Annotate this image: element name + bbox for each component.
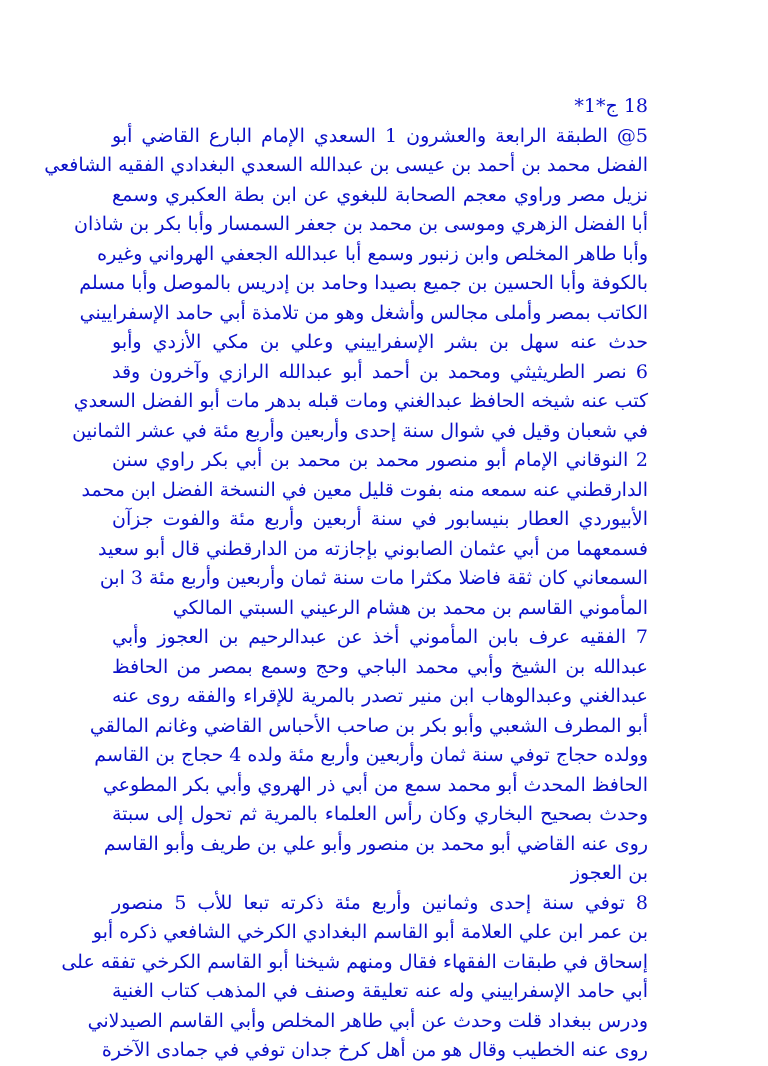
text-line: روى عنه القاضي أبو محمد بن منصور وأبو علي بن طريف وأبو القاسم xyxy=(103,832,648,855)
text-line: الكاتب بمصر وأملى مجالس وأشغل وهو من تلامذة أبي حامد الإسفراييني xyxy=(79,301,648,324)
text-line: وحدث بصحيح البخاري وكان رأس العلماء بالمرية ثم تحول إلى سبتة xyxy=(112,803,648,825)
text-line: نزيل مصر وراوي معجم الصحابة للبغوي عن ابن بطة العكبري وسمع xyxy=(112,183,648,206)
text-line: 5@ الطبقة الرابعة والعشرون 1 السعدي الإمام البارع القاضي أبو xyxy=(112,124,648,147)
text-line: المأموني القاسم بن محمد بن هشام الرعيني السبتي المالكي xyxy=(172,596,648,619)
text-line: بن عمر ابن علي العلامة أبو القاسم البغدادي الكرخي الشافعي ذكره أبو xyxy=(92,921,648,943)
text-line: أبو المطرف الشعبي وأبو بكر بن صاحب الأحباس القاضي وغانم المالقي xyxy=(89,714,648,737)
text-line: روى عنه الخطيب وقال هو من أهل كرخ جدان توفي في جمادى الآخرة xyxy=(101,1039,648,1061)
text-line: 2 النوقاني الإمام أبو منصور محمد بن محمد بن أبي بكر راوي سنن xyxy=(112,449,648,471)
text-line: 6 نصر الطريثيثي ومحمد بن أحمد أبو عبدالله الرازي وآخرون وقد xyxy=(112,360,648,383)
text-line: وولده حجاج توفي سنة ثمان وأربعين وأربع مئة ولده 4 حجاج بن القاسم xyxy=(94,744,648,766)
text-line: 7 الفقيه عرف بابن المأموني أخذ عن عبدالرحيم بن العجوز وأبي xyxy=(112,626,648,648)
text-line: إسحاق في طبقات الفقهاء فقال ومنهم شيخنا أبو القاسم الكرخي تفقه على xyxy=(61,950,648,973)
page-header: 18 ج*1* xyxy=(574,95,648,117)
text-line: عبدالله بن الشيخ وأبي محمد الباجي وحج وسمع بمصر من الحافظ xyxy=(112,655,648,678)
text-line: وأبا طاهر المخلص وابن زنبور وسمع أبا عبدالله الجعفي الهرواني وغيره xyxy=(97,242,648,265)
text-line: الدارقطني عنه سمعه منه بفوت قليل معين في النسخة الفضل ابن محمد xyxy=(81,478,648,501)
text-line: بالكوفة وأبا الحسين بن جميع بصيدا وحامد بن إدريس بالموصل وأبا مسلم xyxy=(79,272,648,294)
text-line: في شعبان وقيل في شوال سنة إحدى وأربعين وأربع مئة في عشر الثمانين xyxy=(72,419,648,442)
text-line: الأبيوردي العطار بنيسابور في سنة أربعين وأربع مئة والفوت جزآن xyxy=(112,508,648,530)
text-line: بن العجوز xyxy=(570,862,648,884)
text-line: كتب عنه شيخه الحافظ عبدالغني ومات قبله بدهر مات أبو الفضل السعدي xyxy=(73,390,648,412)
text-line: الحافظ المحدث أبو محمد سمع من أبي ذر الهروي وأبي بكر المطوعي xyxy=(102,773,648,796)
text-line: 8 توفي سنة إحدى وثمانين وأربع مئة ذكرته تبعا للأب 5 منصور xyxy=(112,891,648,914)
text-line: حدث عنه سهل بن بشر الإسفراييني وعلي بن مكي الأزدي وأبو xyxy=(112,331,648,353)
text-line: ودرس ببغداد قلت وحدث عن أبي طاهر المخلص وأبي القاسم الصيدلاني xyxy=(87,1009,648,1032)
text-line: أبي حامد الإسفراييني وله عنه تعليقة وصنف في المذهب كتاب الغنية xyxy=(112,980,648,1002)
text-line: الفضل محمد بن أحمد بن عيسى بن عبدالله السعدي البغدادي الفقيه الشافعي xyxy=(44,154,648,176)
text-line: عبدالغني وعبدالوهاب ابن منير تصدر بالمرية للإقراء والفقه روى عنه xyxy=(112,685,648,707)
text-line: أبا الفضل الزهري وموسى بن محمد بن جعفر السمسار وأبا بكر بن شاذان xyxy=(74,213,648,235)
document-text xyxy=(44,92,648,1066)
text-line: فسمعهما من أبي عثمان الصابوني بإجازته من الدارقطني قال أبو سعيد xyxy=(98,537,648,560)
text-line: السمعاني كان ثقة فاضلا مكثرا مات سنة ثمان وأربعين وأربع مئة 3 ابن xyxy=(99,567,648,589)
